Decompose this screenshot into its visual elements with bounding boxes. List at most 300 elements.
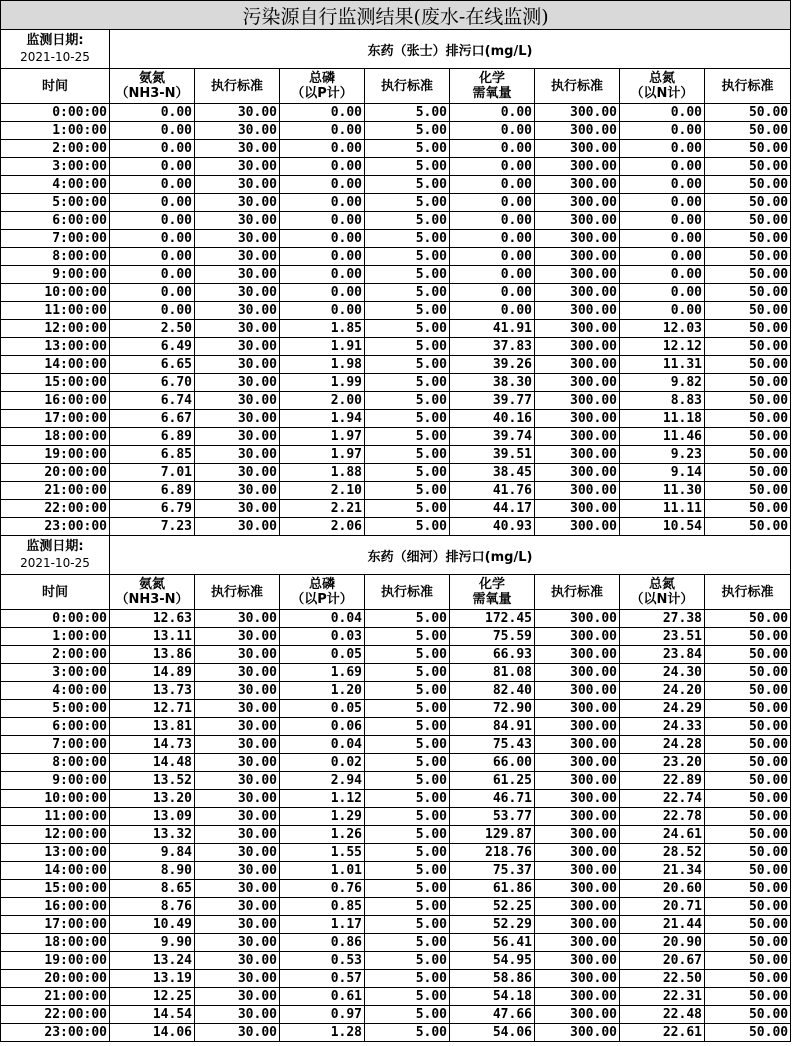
column-header-line: （以P计） (291, 592, 353, 607)
value-cell: 5.00 (365, 790, 450, 808)
value-cell: 13.86 (110, 646, 195, 664)
time-cell: 21:00:00 (1, 482, 110, 500)
time-cell: 5:00:00 (1, 194, 110, 212)
value-cell: 300.00 (535, 646, 620, 664)
value-cell: 8.83 (620, 392, 705, 410)
value-cell: 0.97 (280, 1006, 365, 1024)
time-cell: 19:00:00 (1, 446, 110, 464)
value-cell: 13.73 (110, 682, 195, 700)
value-cell: 30.00 (195, 176, 280, 194)
value-cell: 50.00 (705, 122, 791, 140)
value-cell: 2.21 (280, 500, 365, 518)
value-cell: 0.00 (620, 212, 705, 230)
value-cell: 9.90 (110, 934, 195, 952)
value-cell: 30.00 (195, 610, 280, 628)
value-cell: 0.00 (620, 230, 705, 248)
value-cell: 0.00 (450, 140, 535, 158)
column-header (1, 69, 110, 104)
value-cell: 30.00 (195, 248, 280, 266)
value-cell: 30.00 (195, 808, 280, 826)
value-cell: 0.00 (450, 266, 535, 284)
value-cell: 0.00 (280, 158, 365, 176)
value-cell: 5.00 (365, 482, 450, 500)
time-cell: 11:00:00 (1, 302, 110, 320)
value-cell: 0.00 (450, 212, 535, 230)
value-cell: 50.00 (705, 158, 791, 176)
table-row (1, 700, 791, 718)
time-cell: 16:00:00 (1, 898, 110, 916)
value-cell: 58.86 (450, 970, 535, 988)
column-header (280, 69, 365, 104)
value-cell: 14.89 (110, 664, 195, 682)
value-cell: 30.00 (195, 880, 280, 898)
value-cell: 50.00 (705, 338, 791, 356)
value-cell: 72.90 (450, 700, 535, 718)
table-row (1, 790, 791, 808)
column-header-line: 总氮 (648, 577, 675, 592)
value-cell: 50.00 (705, 176, 791, 194)
value-cell: 5.00 (365, 754, 450, 772)
value-cell: 5.00 (365, 700, 450, 718)
value-cell: 52.25 (450, 898, 535, 916)
value-cell: 1.99 (280, 374, 365, 392)
value-cell: 21.34 (620, 862, 705, 880)
value-cell: 1.94 (280, 410, 365, 428)
value-cell: 5.00 (365, 664, 450, 682)
value-cell: 300.00 (535, 356, 620, 374)
value-cell: 12.71 (110, 700, 195, 718)
value-cell: 5.00 (365, 230, 450, 248)
value-cell: 0.05 (280, 700, 365, 718)
table-row (1, 212, 791, 230)
value-cell: 0.57 (280, 970, 365, 988)
value-cell: 5.00 (365, 464, 450, 482)
time-cell: 13:00:00 (1, 338, 110, 356)
value-cell: 300.00 (535, 898, 620, 916)
value-cell: 10.54 (620, 518, 705, 536)
value-cell: 6.67 (110, 410, 195, 428)
value-cell: 5.00 (365, 284, 450, 302)
value-cell: 30.00 (195, 338, 280, 356)
column-header-line: 总磷 (308, 577, 335, 592)
time-cell: 6:00:00 (1, 718, 110, 736)
value-cell: 24.28 (620, 736, 705, 754)
value-cell: 0.85 (280, 898, 365, 916)
value-cell: 20.60 (620, 880, 705, 898)
value-cell: 5.00 (365, 826, 450, 844)
value-cell: 0.00 (620, 158, 705, 176)
column-header-line: （以N计） (630, 86, 694, 101)
value-cell: 6.89 (110, 428, 195, 446)
value-cell: 0.00 (110, 122, 195, 140)
value-cell: 30.00 (195, 700, 280, 718)
value-cell: 300.00 (535, 826, 620, 844)
value-cell: 5.00 (365, 410, 450, 428)
value-cell: 0.00 (110, 140, 195, 158)
value-cell: 5.00 (365, 934, 450, 952)
column-header-row (1, 575, 791, 610)
value-cell: 300.00 (535, 988, 620, 1006)
column-header-row (1, 69, 791, 104)
value-cell: 300.00 (535, 446, 620, 464)
value-cell: 27.38 (620, 610, 705, 628)
value-cell: 8.76 (110, 898, 195, 916)
value-cell: 9.84 (110, 844, 195, 862)
value-cell: 50.00 (705, 808, 791, 826)
value-cell: 11.31 (620, 356, 705, 374)
time-cell: 12:00:00 (1, 826, 110, 844)
value-cell: 5.00 (365, 320, 450, 338)
table-row (1, 772, 791, 790)
value-cell: 0.00 (450, 248, 535, 266)
column-header-line: 执行标准 (210, 584, 263, 600)
column-header (365, 575, 450, 610)
value-cell: 22.50 (620, 970, 705, 988)
value-cell: 22.31 (620, 988, 705, 1006)
table-row (1, 266, 791, 284)
value-cell: 5.00 (365, 718, 450, 736)
value-cell: 0.00 (110, 194, 195, 212)
value-cell: 5.00 (365, 356, 450, 374)
value-cell: 9.23 (620, 446, 705, 464)
table-row (1, 338, 791, 356)
time-cell: 8:00:00 (1, 754, 110, 772)
time-cell: 4:00:00 (1, 176, 110, 194)
value-cell: 23.51 (620, 628, 705, 646)
value-cell: 23.20 (620, 754, 705, 772)
value-cell: 39.26 (450, 356, 535, 374)
value-cell: 22.61 (620, 1024, 705, 1042)
column-header (280, 575, 365, 610)
monitoring-date-label: 监测日期: (26, 539, 84, 554)
value-cell: 129.87 (450, 826, 535, 844)
value-cell: 30.00 (195, 916, 280, 934)
value-cell: 0.00 (110, 158, 195, 176)
value-cell: 300.00 (535, 266, 620, 284)
value-cell: 50.00 (705, 628, 791, 646)
value-cell: 300.00 (535, 482, 620, 500)
value-cell: 30.00 (195, 212, 280, 230)
value-cell: 13.19 (110, 970, 195, 988)
value-cell: 47.66 (450, 1006, 535, 1024)
monitoring-date-cell (1, 536, 110, 575)
value-cell: 30.00 (195, 374, 280, 392)
value-cell: 0.76 (280, 880, 365, 898)
value-cell: 39.74 (450, 428, 535, 446)
value-cell: 0.53 (280, 952, 365, 970)
value-cell: 300.00 (535, 718, 620, 736)
value-cell: 300.00 (535, 248, 620, 266)
value-cell: 50.00 (705, 772, 791, 790)
outlet-name: 东药（细河）排污口(mg/L) (110, 536, 791, 575)
value-cell: 1.29 (280, 808, 365, 826)
value-cell: 0.00 (280, 104, 365, 122)
value-cell: 300.00 (535, 736, 620, 754)
value-cell: 54.06 (450, 1024, 535, 1042)
value-cell: 5.00 (365, 808, 450, 826)
value-cell: 0.00 (620, 122, 705, 140)
value-cell: 30.00 (195, 1024, 280, 1042)
table-row (1, 754, 791, 772)
value-cell: 0.00 (620, 248, 705, 266)
value-cell: 30.00 (195, 898, 280, 916)
value-cell: 39.77 (450, 392, 535, 410)
value-cell: 30.00 (195, 682, 280, 700)
value-cell: 5.00 (365, 446, 450, 464)
value-cell: 5.00 (365, 880, 450, 898)
value-cell: 24.29 (620, 700, 705, 718)
value-cell: 8.90 (110, 862, 195, 880)
value-cell: 7.23 (110, 518, 195, 536)
column-header-line: 执行标准 (550, 584, 603, 600)
value-cell: 5.00 (365, 628, 450, 646)
table-row (1, 808, 791, 826)
value-cell: 30.00 (195, 230, 280, 248)
value-cell: 0.03 (280, 628, 365, 646)
value-cell: 21.44 (620, 916, 705, 934)
time-cell: 3:00:00 (1, 664, 110, 682)
value-cell: 5.00 (365, 500, 450, 518)
value-cell: 0.00 (450, 176, 535, 194)
value-cell: 300.00 (535, 934, 620, 952)
value-cell: 50.00 (705, 664, 791, 682)
value-cell: 5.00 (365, 302, 450, 320)
value-cell: 14.54 (110, 1006, 195, 1024)
value-cell: 12.25 (110, 988, 195, 1006)
value-cell: 300.00 (535, 464, 620, 482)
value-cell: 30.00 (195, 104, 280, 122)
value-cell: 5.00 (365, 158, 450, 176)
value-cell: 0.00 (280, 248, 365, 266)
monitoring-date-value: 2021-10-25 (20, 50, 90, 64)
value-cell: 56.41 (450, 934, 535, 952)
value-cell: 300.00 (535, 428, 620, 446)
value-cell: 5.00 (365, 518, 450, 536)
table-row (1, 826, 791, 844)
value-cell: 5.00 (365, 374, 450, 392)
value-cell: 30.00 (195, 320, 280, 338)
value-cell: 30.00 (195, 988, 280, 1006)
column-header (1, 575, 110, 610)
value-cell: 300.00 (535, 194, 620, 212)
table-row (1, 718, 791, 736)
value-cell: 50.00 (705, 248, 791, 266)
value-cell: 6.49 (110, 338, 195, 356)
value-cell: 50.00 (705, 374, 791, 392)
value-cell: 300.00 (535, 230, 620, 248)
column-header-line: 需氧量 (472, 592, 512, 607)
time-cell: 7:00:00 (1, 230, 110, 248)
value-cell: 2.00 (280, 392, 365, 410)
time-cell: 10:00:00 (1, 790, 110, 808)
table-row (1, 646, 791, 664)
value-cell: 82.40 (450, 682, 535, 700)
table-row (1, 230, 791, 248)
value-cell: 23.84 (620, 646, 705, 664)
time-cell: 22:00:00 (1, 500, 110, 518)
value-cell: 44.17 (450, 500, 535, 518)
time-cell: 0:00:00 (1, 104, 110, 122)
value-cell: 5.00 (365, 898, 450, 916)
value-cell: 1.97 (280, 428, 365, 446)
value-cell: 22.74 (620, 790, 705, 808)
monitoring-date-cell (1, 30, 110, 69)
value-cell: 300.00 (535, 628, 620, 646)
table-row (1, 104, 791, 122)
value-cell: 38.45 (450, 464, 535, 482)
value-cell: 9.82 (620, 374, 705, 392)
value-cell: 22.78 (620, 808, 705, 826)
value-cell: 50.00 (705, 446, 791, 464)
value-cell: 218.76 (450, 844, 535, 862)
value-cell: 13.81 (110, 718, 195, 736)
value-cell: 0.00 (450, 194, 535, 212)
value-cell: 50.00 (705, 464, 791, 482)
value-cell: 13.09 (110, 808, 195, 826)
title-row (1, 1, 791, 30)
value-cell: 50.00 (705, 682, 791, 700)
table-row (1, 320, 791, 338)
value-cell: 300.00 (535, 880, 620, 898)
value-cell: 24.61 (620, 826, 705, 844)
time-cell: 22:00:00 (1, 1006, 110, 1024)
value-cell: 61.86 (450, 880, 535, 898)
value-cell: 50.00 (705, 934, 791, 952)
table-row (1, 518, 791, 536)
monitoring-date-label: 监测日期: (26, 33, 84, 48)
value-cell: 50.00 (705, 880, 791, 898)
value-cell: 5.00 (365, 194, 450, 212)
value-cell: 13.32 (110, 826, 195, 844)
value-cell: 300.00 (535, 754, 620, 772)
value-cell: 40.93 (450, 518, 535, 536)
value-cell: 30.00 (195, 518, 280, 536)
value-cell: 0.00 (450, 302, 535, 320)
time-cell: 1:00:00 (1, 122, 110, 140)
value-cell: 50.00 (705, 284, 791, 302)
value-cell: 50.00 (705, 140, 791, 158)
value-cell: 30.00 (195, 952, 280, 970)
value-cell: 46.71 (450, 790, 535, 808)
column-header-line: （NH3-N） (115, 592, 189, 607)
time-cell: 14:00:00 (1, 356, 110, 374)
column-header-line: 需氧量 (472, 86, 512, 101)
column-header (705, 69, 791, 104)
value-cell: 300.00 (535, 844, 620, 862)
outlet-name: 东药（张士）排污口(mg/L) (110, 30, 791, 69)
value-cell: 30.00 (195, 754, 280, 772)
value-cell: 300.00 (535, 1006, 620, 1024)
value-cell: 0.00 (280, 230, 365, 248)
value-cell: 1.17 (280, 916, 365, 934)
value-cell: 2.10 (280, 482, 365, 500)
value-cell: 2.06 (280, 518, 365, 536)
value-cell: 6.70 (110, 374, 195, 392)
value-cell: 300.00 (535, 158, 620, 176)
table-row (1, 302, 791, 320)
value-cell: 5.00 (365, 736, 450, 754)
value-cell: 300.00 (535, 320, 620, 338)
value-cell: 2.50 (110, 320, 195, 338)
table-row (1, 428, 791, 446)
value-cell: 5.00 (365, 1024, 450, 1042)
value-cell: 0.00 (280, 212, 365, 230)
value-cell: 41.91 (450, 320, 535, 338)
table-row (1, 374, 791, 392)
time-cell: 15:00:00 (1, 880, 110, 898)
value-cell: 13.24 (110, 952, 195, 970)
table-row (1, 736, 791, 754)
value-cell: 5.00 (365, 428, 450, 446)
time-cell: 0:00:00 (1, 610, 110, 628)
value-cell: 5.00 (365, 970, 450, 988)
section-site-row (1, 30, 791, 69)
value-cell: 53.77 (450, 808, 535, 826)
table-row (1, 862, 791, 880)
column-header-line: 执行标准 (380, 78, 433, 94)
value-cell: 24.30 (620, 664, 705, 682)
value-cell: 11.30 (620, 482, 705, 500)
value-cell: 300.00 (535, 952, 620, 970)
value-cell: 300.00 (535, 518, 620, 536)
value-cell: 0.00 (450, 158, 535, 176)
value-cell: 1.12 (280, 790, 365, 808)
time-cell: 17:00:00 (1, 916, 110, 934)
table-row (1, 682, 791, 700)
time-cell: 8:00:00 (1, 248, 110, 266)
value-cell: 5.00 (365, 338, 450, 356)
value-cell: 30.00 (195, 826, 280, 844)
time-cell: 9:00:00 (1, 772, 110, 790)
value-cell: 30.00 (195, 934, 280, 952)
table-row (1, 628, 791, 646)
value-cell: 30.00 (195, 122, 280, 140)
value-cell: 0.00 (110, 266, 195, 284)
column-header-line: 执行标准 (550, 78, 603, 94)
time-cell: 19:00:00 (1, 952, 110, 970)
column-header-line: 时间 (41, 78, 68, 94)
value-cell: 300.00 (535, 104, 620, 122)
table-row (1, 356, 791, 374)
value-cell: 0.00 (110, 248, 195, 266)
value-cell: 50.00 (705, 736, 791, 754)
table-row (1, 140, 791, 158)
column-header (620, 575, 705, 610)
value-cell: 9.14 (620, 464, 705, 482)
value-cell: 5.00 (365, 844, 450, 862)
value-cell: 0.02 (280, 754, 365, 772)
column-header-line: 时间 (41, 584, 68, 600)
value-cell: 30.00 (195, 628, 280, 646)
value-cell: 12.63 (110, 610, 195, 628)
value-cell: 1.85 (280, 320, 365, 338)
time-cell: 18:00:00 (1, 428, 110, 446)
value-cell: 5.00 (365, 1006, 450, 1024)
value-cell: 50.00 (705, 392, 791, 410)
value-cell: 0.04 (280, 736, 365, 754)
value-cell: 50.00 (705, 862, 791, 880)
time-cell: 3:00:00 (1, 158, 110, 176)
column-header-line: 总磷 (308, 71, 335, 86)
value-cell: 30.00 (195, 664, 280, 682)
value-cell: 50.00 (705, 1024, 791, 1042)
value-cell: 0.00 (280, 140, 365, 158)
table-row (1, 158, 791, 176)
value-cell: 300.00 (535, 682, 620, 700)
column-header (450, 575, 535, 610)
section-site-row (1, 536, 791, 575)
value-cell: 1.88 (280, 464, 365, 482)
